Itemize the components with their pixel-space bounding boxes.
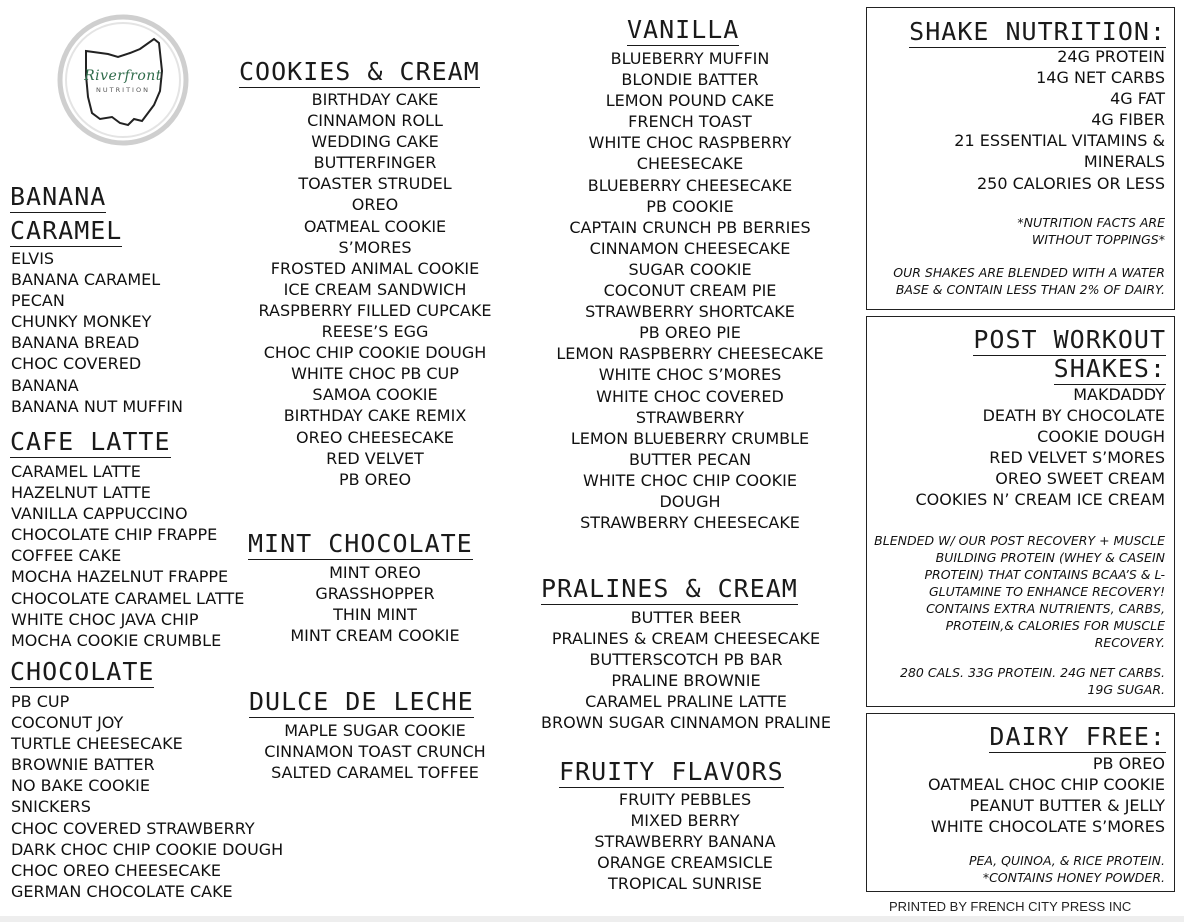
list-item: CHOC CHIP COOKIE DOUGH (263, 343, 487, 363)
list-item: CINNAMON CHEESECAKE (589, 238, 791, 258)
list-item: CHOC COVERED STRAWBERRY (11, 818, 255, 838)
list-item: BUTTER PECAN (628, 449, 752, 469)
list-item: CHOCOLATE CARAMEL LATTE (11, 588, 245, 608)
chocolate-list (11, 691, 283, 902)
list-item: 21 ESSENTIAL VITAMINS & (954, 131, 1165, 151)
nutrition-water-base-note: OUR SHAKES ARE BLENDED WITH A WATER BASE & CONTAIN LESS THAN 2% OF DAIRY. (893, 265, 1165, 297)
list-item: OATMEAL CHOC CHIP COOKIE (927, 775, 1165, 795)
list-item: COFFEE CAKE (11, 546, 122, 566)
fruity-flavors-list (540, 789, 830, 894)
list-item: STRAWBERRY CHEESECAKE (580, 513, 800, 533)
list-item: OREO CHEESECAKE (296, 427, 454, 447)
list-item: SALTED CARAMEL TOFFEE (271, 763, 479, 783)
list-item: BUTTERFINGER (313, 153, 437, 173)
list-item: OATMEAL COOKIE (303, 216, 447, 236)
vanilla-heading-text: VANILLA (627, 15, 740, 44)
list-item: MOCHA COOKIE CRUMBLE (11, 630, 222, 650)
list-item: PRALINE BROWNIE (611, 671, 761, 691)
post-workout-heading-line2: SHAKES: (1053, 354, 1166, 383)
list-item: MAKDADDY (1073, 385, 1165, 404)
list-item: SNICKERS (11, 797, 91, 817)
list-item: CHOC OREO CHEESECAKE (11, 860, 221, 880)
post-workout-heading-line1: POST WORKOUT (973, 325, 1166, 354)
list-item: MIXED BERRY (630, 811, 740, 831)
list-item: DOUGH (659, 491, 721, 511)
list-item: STRAWBERRY SHORTCAKE (585, 302, 795, 322)
cookies-cream-heading (239, 56, 480, 88)
list-item: BANANA BREAD (11, 333, 140, 353)
chocolate-heading-text: CHOCOLATE (10, 657, 155, 686)
pralines-cream-heading-text: PRALINES & CREAM (541, 574, 798, 603)
list-item: BANANA (11, 375, 79, 395)
post-workout-list (875, 384, 1165, 511)
list-item: GRASSHOPPER (315, 584, 435, 604)
list-item: FRENCH TOAST (628, 112, 752, 132)
shake-nutrition-heading (909, 16, 1166, 48)
list-item: CHEESECAKE (636, 154, 744, 174)
dairy-free-heading (989, 721, 1166, 753)
list-item: S’MORES (338, 237, 412, 257)
banana-caramel-heading-line1: BANANA (10, 182, 107, 211)
banana-caramel-heading (10, 180, 122, 248)
list-item: CHOC COVERED (11, 354, 142, 374)
list-item: LEMON BLUEBERRY CRUMBLE (570, 428, 810, 448)
pralines-cream-list (526, 607, 846, 734)
list-item: WHITE CHOCOLATE S’MORES (930, 817, 1165, 837)
list-item: COCONUT CREAM PIE (603, 281, 777, 301)
list-item: ELVIS (11, 249, 55, 268)
list-item: REESE’S EGG (321, 322, 429, 342)
list-item: 4G FIBER (1091, 110, 1165, 130)
list-item: BLUEBERRY CHEESECAKE (587, 175, 793, 195)
list-item: CHOCOLATE CHIP FRAPPE (11, 525, 218, 545)
post-workout-box (866, 316, 1175, 707)
list-item: RASPBERRY FILLED CUPCAKE (258, 300, 492, 320)
fruity-flavors-heading-text: FRUITY FLAVORS (559, 757, 784, 786)
list-item: TURTLE CHEESECAKE (11, 734, 183, 754)
dulce-de-leche-heading-text: DULCE DE LECHE (249, 687, 474, 716)
shake-nutrition-heading-text: SHAKE NUTRITION: (909, 17, 1166, 46)
list-item: MINT CREAM COOKIE (290, 626, 460, 646)
list-item: MINT OREO (329, 563, 421, 582)
dairy-free-box (866, 713, 1175, 892)
list-item: CINNAMON TOAST CRUNCH (264, 742, 486, 762)
logo-tagline-text: NUTRITION (96, 86, 150, 94)
list-item: PECAN (11, 291, 65, 311)
mint-chocolate-heading (248, 528, 473, 560)
list-item: COOKIE DOUGH (1037, 427, 1165, 447)
list-item: PB OREO (1092, 754, 1165, 773)
list-item: PRALINES & CREAM CHEESECAKE (551, 629, 821, 649)
list-item: CARAMEL PRALINE LATTE (585, 692, 787, 712)
bottom-edge-band (0, 916, 1184, 922)
list-item: BLONDIE BATTER (621, 70, 759, 90)
cafe-latte-heading-text: CAFE LATTE (10, 427, 171, 456)
post-workout-protein-note: BLENDED W/ OUR POST RECOVERY + MUSCLE BUILDING PROTEIN (WHEY & CASEIN PROTEIN) THAT CONTAINS BCAA’S & L-GLUTAMINE TO ENHANCE RECOVERY! CONTAINS EXTRA NUTRIENTS, CARBS, PROTEIN,& CALORIES FOR MUSCLE RECOVERY. (874, 533, 1165, 650)
cafe-latte-heading (10, 426, 171, 458)
dulce-de-leche-list (249, 720, 501, 783)
dairy-free-heading-text: DAIRY FREE: (989, 722, 1166, 751)
list-item: DEATH BY CHOCOLATE (982, 406, 1165, 426)
list-item: BUTTER BEER (630, 608, 742, 627)
mint-chocolate-heading-text: MINT CHOCOLATE (248, 529, 473, 558)
dulce-de-leche-heading (249, 686, 474, 718)
list-item: RED VELVET S’MORES (989, 448, 1165, 468)
banana-caramel-heading-line2: CARAMEL (10, 216, 123, 245)
list-item: WHITE CHOC PB CUP (291, 364, 459, 384)
list-item: BROWN SUGAR CINNAMON PRALINE (541, 713, 831, 733)
list-item: MAPLE SUGAR COOKIE (284, 721, 466, 740)
list-item: CAPTAIN CRUNCH PB BERRIES (569, 217, 811, 237)
banana-caramel-list (11, 248, 183, 417)
nutrition-toppings-note: *NUTRITION FACTS ARE WITHOUT TOPPINGS* (1017, 215, 1165, 247)
list-item: PEANUT BUTTER & JELLY (969, 796, 1165, 816)
cafe-latte-list (11, 461, 244, 651)
list-item: WHITE CHOC COVERED (596, 386, 784, 406)
brand-logo (56, 13, 190, 147)
post-workout-macros-note: 280 CALS. 33G PROTEIN. 24G NET CARBS. 19G SUGAR. (900, 665, 1165, 697)
list-item: NO BAKE COOKIE (11, 776, 150, 796)
shake-nutrition-box (866, 7, 1175, 310)
list-item: STRAWBERRY BANANA (594, 832, 776, 852)
mint-chocolate-list (248, 562, 502, 646)
list-item: MINERALS (1083, 152, 1165, 172)
fruity-flavors-heading (559, 756, 784, 788)
vanilla-list (540, 48, 840, 533)
list-item: 14G NET CARBS (1036, 68, 1165, 88)
pralines-cream-heading (541, 573, 798, 605)
list-item: WHITE CHOC S’MORES (598, 365, 782, 385)
list-item: OREO SWEET CREAM (995, 469, 1165, 489)
list-item: 4G FAT (1110, 89, 1165, 109)
dairy-free-protein-note: PEA, QUINOA, & RICE PROTEIN. *CONTAINS HONEY POWDER. (968, 853, 1165, 885)
list-item: BIRTHDAY CAKE REMIX (283, 406, 467, 426)
list-item: FROSTED ANIMAL COOKIE (270, 258, 480, 278)
list-item: PB COOKIE (646, 196, 734, 216)
list-item: BROWNIE BATTER (11, 755, 155, 775)
post-workout-heading (973, 325, 1166, 383)
list-item: COCONUT JOY (11, 713, 124, 733)
list-item: WHITE CHOC JAVA CHIP (11, 609, 199, 629)
list-item: CHUNKY MONKEY (11, 312, 152, 332)
list-item: DARK CHOC CHIP COOKIE DOUGH (11, 839, 284, 859)
list-item: BIRTHDAY CAKE (311, 90, 439, 109)
chocolate-heading (10, 656, 154, 688)
list-item: WEDDING CAKE (311, 132, 439, 152)
list-item: BANANA CARAMEL (11, 270, 161, 290)
list-item: COOKIES N’ CREAM ICE CREAM (915, 490, 1165, 510)
list-item: TOASTER STRUDEL (298, 174, 452, 194)
list-item: TROPICAL SUNRISE (608, 874, 762, 894)
list-item: ORANGE CREAMSICLE (597, 853, 773, 873)
list-item: CINNAMON ROLL (307, 111, 443, 131)
list-item: BANANA NUT MUFFIN (11, 396, 183, 416)
list-item: THIN MINT (333, 605, 417, 625)
list-item: VANILLA CAPPUCCINO (11, 504, 188, 524)
list-item: WHITE CHOC CHIP COOKIE (583, 470, 797, 490)
list-item: MOCHA HAZELNUT FRAPPE (11, 567, 229, 587)
list-item: BUTTERSCOTCH PB BAR (589, 650, 783, 670)
list-item: PB OREO PIE (639, 323, 741, 343)
list-item: GERMAN CHOCOLATE CAKE (11, 881, 233, 901)
printer-credit: PRINTED BY FRENCH CITY PRESS INC (889, 899, 1132, 914)
list-item: HAZELNUT LATTE (11, 483, 151, 503)
list-item: 24G PROTEIN (1057, 47, 1165, 66)
list-item: STRAWBERRY (635, 407, 745, 427)
list-item: WHITE CHOC RASPBERRY (588, 133, 792, 153)
list-item: SUGAR COOKIE (628, 259, 752, 279)
cookies-cream-heading-text: COOKIES & CREAM (239, 57, 480, 86)
list-item: ICE CREAM SANDWICH (283, 279, 467, 299)
list-item: RED VELVET (326, 448, 424, 468)
list-item: SAMOA COOKIE (312, 385, 438, 405)
vanilla-heading (627, 14, 739, 46)
list-item: OREO (351, 195, 399, 215)
list-item: LEMON POUND CAKE (605, 91, 775, 111)
list-item: PB CUP (11, 692, 70, 711)
shake-nutrition-list (875, 46, 1165, 194)
list-item: FRUITY PEBBLES (618, 790, 752, 809)
dairy-free-list (875, 753, 1165, 837)
list-item: BLUEBERRY MUFFIN (610, 49, 770, 68)
logo-brand-text: Riverfront (84, 68, 162, 84)
list-item: CARAMEL LATTE (11, 462, 141, 481)
cookies-cream-list (239, 89, 511, 490)
list-item: 250 CALORIES OR LESS (977, 173, 1165, 193)
list-item: LEMON RASPBERRY CHEESECAKE (556, 344, 824, 364)
list-item: PB OREO (338, 469, 412, 489)
